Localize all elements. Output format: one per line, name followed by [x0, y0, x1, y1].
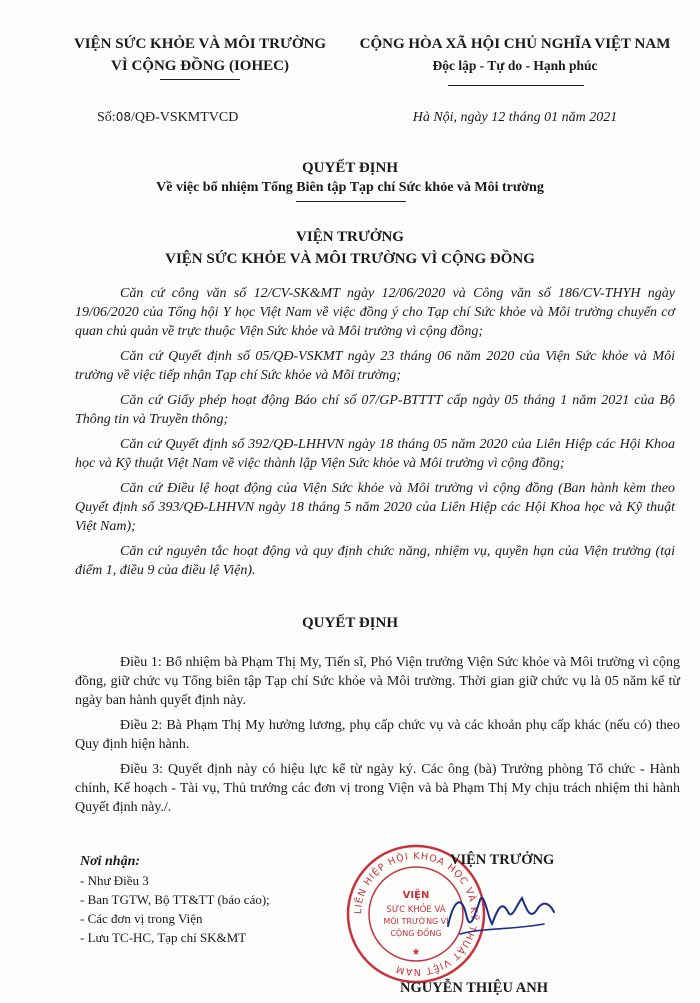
- recipient-item: - Ban TGTW, Bộ TT&TT (báo cáo);: [80, 892, 270, 907]
- legal-basis-item: Căn cứ công văn số 12/CV-SK&MT ngày 12/06/2020 và Công văn số 186/CV-THYH ngày 19/06/2020 của Tổng hội Y học Việt Nam về việc đồng ý cho Tạp chí Sức khỏe và Môi trường chuyển cơ quan chủ quản về trực thuộc Viện Sức khỏe và Môi trường vì cộng đồng;: [75, 286, 675, 339]
- recipients-heading: Nơi nhận:: [80, 854, 141, 869]
- article-2: Điều 2: Bà Phạm Thị My hưởng lương, phụ cấp chức vụ và các khoản phụ cấp khác (nếu có) theo Quy định hiện hành.: [75, 718, 680, 752]
- issue-date: Hà Nội, ngày 12 tháng 01 năm 2021: [412, 110, 618, 125]
- recipient-item: - Như Điều 3: [80, 873, 149, 888]
- stamp-ring-textpath: LIÊN HIỆP HỘI KHOA HỌC VÀ KỸ THUẬT VIỆT NAM: [352, 850, 480, 978]
- document-subject: Về việc bổ nhiệm Tổng Biên tập Tạp chí Sức khỏe và Môi trường: [156, 180, 544, 195]
- document-title: QUYẾT ĐỊNH: [302, 160, 398, 176]
- legal-bases: [75, 284, 675, 586]
- decision-heading: QUYẾT ĐỊNH: [302, 615, 398, 631]
- handwritten-signature: [440, 878, 560, 948]
- recipient-item: - Các đơn vị trong Viện: [80, 911, 203, 926]
- recipient-item: - Lưu TC-HC, Tạp chí SK&MT: [80, 930, 247, 945]
- national-header: [350, 33, 680, 77]
- article-3: Điều 3: Quyết định này có hiệu lực kể từ ngày ký. Các ông (bà) Trưởng phòng Tổ chức - Hành chính, Kế hoạch - Tài vụ, Thủ trưởng các đơn vị trong Viện và bà Phạm Thị My chịu trách nhiệm thi hành Quyết định này./.: [75, 762, 680, 815]
- legal-basis-item: Căn cứ nguyên tắc hoạt động và quy định chức năng, nhiệm vụ, quyền hạn của Viện trưởng (tại điểm 1, điều 9 của điều lệ Viện).: [75, 544, 675, 578]
- org-name-line1: VIỆN SỨC KHỎE VÀ MÔI TRƯỜNG: [73, 36, 327, 52]
- authority-title: VIỆN TRƯỞNG: [296, 229, 404, 245]
- signer-name: NGUYỄN THIỆU ANH: [400, 980, 548, 996]
- doc-number-prefix: Số:: [97, 110, 116, 125]
- national-motto: Độc lập - Tự do - Hạnh phúc: [432, 58, 598, 73]
- legal-basis-item: Căn cứ Giấy phép hoạt động Báo chí số 07/GP-BTTTT cấp ngày 05 tháng 1 năm 2021 của Bộ Thông tin và Truyền thông;: [75, 393, 675, 427]
- authority-organization: VIỆN SỨC KHỎE VÀ MÔI TRƯỜNG VÌ CỘNG ĐỒNG: [165, 251, 535, 267]
- signature-underline-stroke: [460, 924, 544, 934]
- stamp-center-line1: VIỆN: [402, 890, 430, 901]
- article-1: Điều 1: Bổ nhiệm bà Phạm Thị My, Tiến sĩ, Phó Viện trưởng Viện Sức khỏe và Môi trường vì cộng đồng, giữ chức vụ Tổng biên tập Tạp chí Sức khỏe và Môi trường. Thời gian giữ chức vụ là 05 năm kể từ ngày ban hành quyết định này.: [75, 655, 680, 708]
- doc-number-suffix: /QĐ-VSKMTVCD: [130, 110, 239, 125]
- motto-underline: [448, 85, 584, 86]
- signature-stroke: [448, 898, 554, 926]
- stamp-star-icon: ★: [411, 947, 421, 958]
- signer-title: VIỆN TRƯỞNG: [450, 852, 555, 868]
- stamp-center-line3: MÔI TRƯỜNG VÌ: [383, 917, 449, 926]
- articles: [75, 653, 680, 823]
- legal-basis-item: Căn cứ Điều lệ hoạt động của Viện Sức khỏe và Môi trường vì cộng đồng (Ban hành kèm theo Quyết định số 393/QĐ-LHHVN ngày 18 tháng 5 năm 2020 của Liên Hiệp các Hội Khoa học và Kỹ thuật Việt Nam);: [75, 481, 675, 534]
- subject-underline: [296, 201, 406, 202]
- org-underline: [160, 79, 240, 80]
- issuing-organization: [60, 33, 340, 77]
- stamp-center-line4: CỘNG ĐỒNG: [390, 929, 442, 938]
- doc-number-handwritten: 08: [115, 110, 131, 124]
- country-name: CỘNG HÒA XÃ HỘI CHỦ NGHĨA VIỆT NAM: [359, 36, 671, 52]
- legal-basis-item: Căn cứ Quyết định số 05/QĐ-VSKMT ngày 23 tháng 06 năm 2020 của Viện Sức khỏe và Môi trường về việc tiếp nhận Tạp chí Sức khỏe và Môi trường;: [75, 349, 675, 383]
- document-number: [97, 110, 238, 126]
- legal-basis-item: Căn cứ Quyết định số 392/QĐ-LHHVN ngày 18 tháng 05 năm 2020 của Liên Hiệp các Hội Khoa học và Kỹ thuật Việt Nam về việc thành lập Viện Sức khỏe và Môi trường vì cộng đồng;: [75, 437, 675, 471]
- recipients-block: [80, 852, 350, 947]
- stamp-center-line2: SỨC KHỎE VÀ: [386, 905, 446, 915]
- org-name-line2: VÌ CỘNG ĐỒNG (IOHEC): [111, 58, 289, 74]
